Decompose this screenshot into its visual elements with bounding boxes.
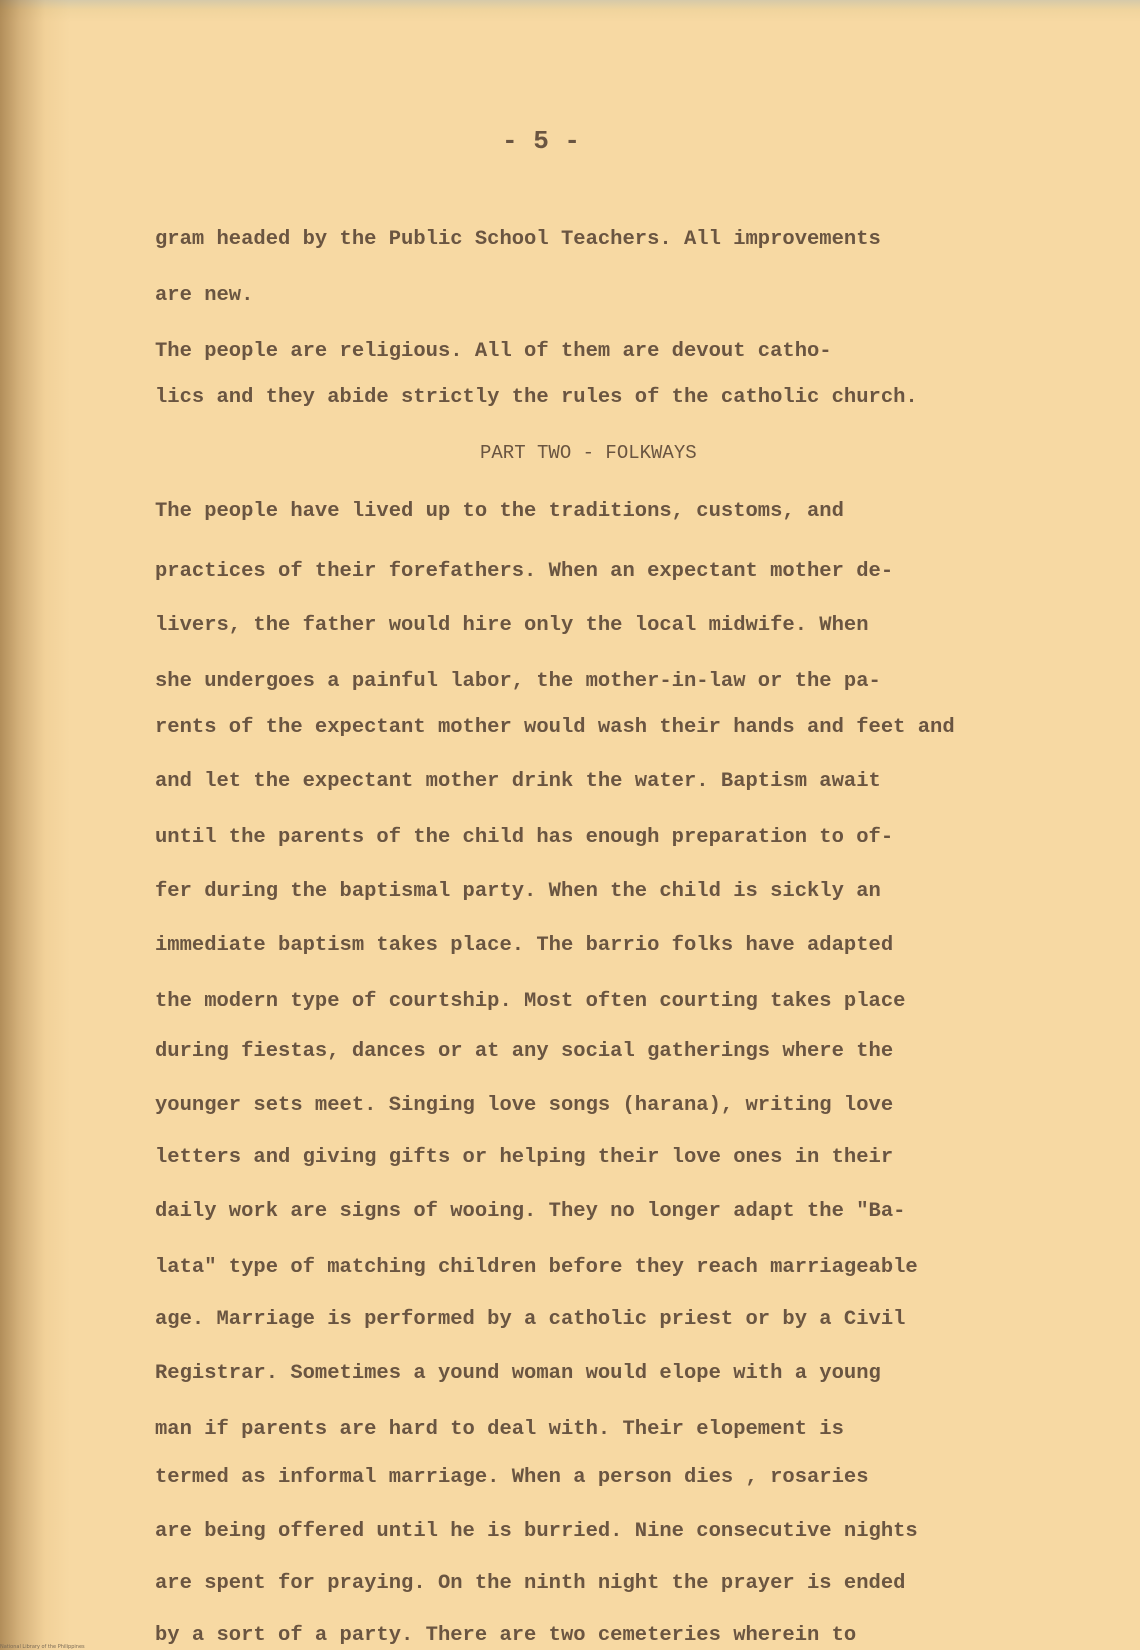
- text-line: are new.: [155, 284, 254, 307]
- text-line: the modern type of courtship. Most often courting takes place: [155, 990, 906, 1013]
- text-line: livers, the father would hire only the local midwife. When: [155, 614, 869, 637]
- text-line: letters and giving gifts or helping their love ones in their: [155, 1146, 894, 1169]
- text-line: by a sort of a party. There are two cemeteries wherein to: [155, 1624, 857, 1647]
- text-line: rents of the expectant mother would wash their hands and feet and: [155, 716, 955, 739]
- text-line: lata" type of matching children before they reach marriageable: [155, 1256, 918, 1279]
- text-line: immediate baptism takes place. The barrio folks have adapted: [155, 934, 894, 957]
- text-line: fer during the baptismal party. When the child is sickly an: [155, 880, 881, 903]
- text-line: termed as informal marriage. When a person dies , rosaries: [155, 1466, 869, 1489]
- text-line: lics and they abide strictly the rules of the catholic church.: [155, 386, 918, 409]
- text-line: age. Marriage is performed by a catholic priest or by a Civil: [155, 1308, 906, 1331]
- text-line: and let the expectant mother drink the water. Baptism await: [155, 770, 881, 793]
- page-number: - 5 -: [502, 126, 581, 156]
- text-line: practices of their forefathers. When an expectant mother de-: [155, 560, 894, 583]
- text-line: she undergoes a painful labor, the mother-in-law or the pa-: [155, 670, 881, 693]
- text-line: gram headed by the Public School Teachers. All improvements: [155, 228, 881, 251]
- text-line: daily work are signs of wooing. They no longer adapt the "Ba-: [155, 1200, 906, 1223]
- text-line: The people are religious. All of them are devout catho-: [155, 340, 832, 363]
- text-line: man if parents are hard to deal with. Their elopement is: [155, 1418, 844, 1441]
- text-line: until the parents of the child has enough preparation to of-: [155, 826, 894, 849]
- text-line: Registrar. Sometimes a yound woman would elope with a young: [155, 1362, 881, 1385]
- footer-watermark: National Library of the Philippines: [0, 1644, 85, 1650]
- text-line: younger sets meet. Singing love songs (harana), writing love: [155, 1094, 894, 1117]
- section-heading: PART TWO - FOLKWAYS: [480, 442, 697, 464]
- text-line: during fiestas, dances or at any social gatherings where the: [155, 1040, 894, 1063]
- text-line: are spent for praying. On the ninth night the prayer is ended: [155, 1572, 906, 1595]
- text-line: The people have lived up to the traditions, customs, and: [155, 500, 844, 523]
- text-line: are being offered until he is burried. Nine consecutive nights: [155, 1520, 918, 1543]
